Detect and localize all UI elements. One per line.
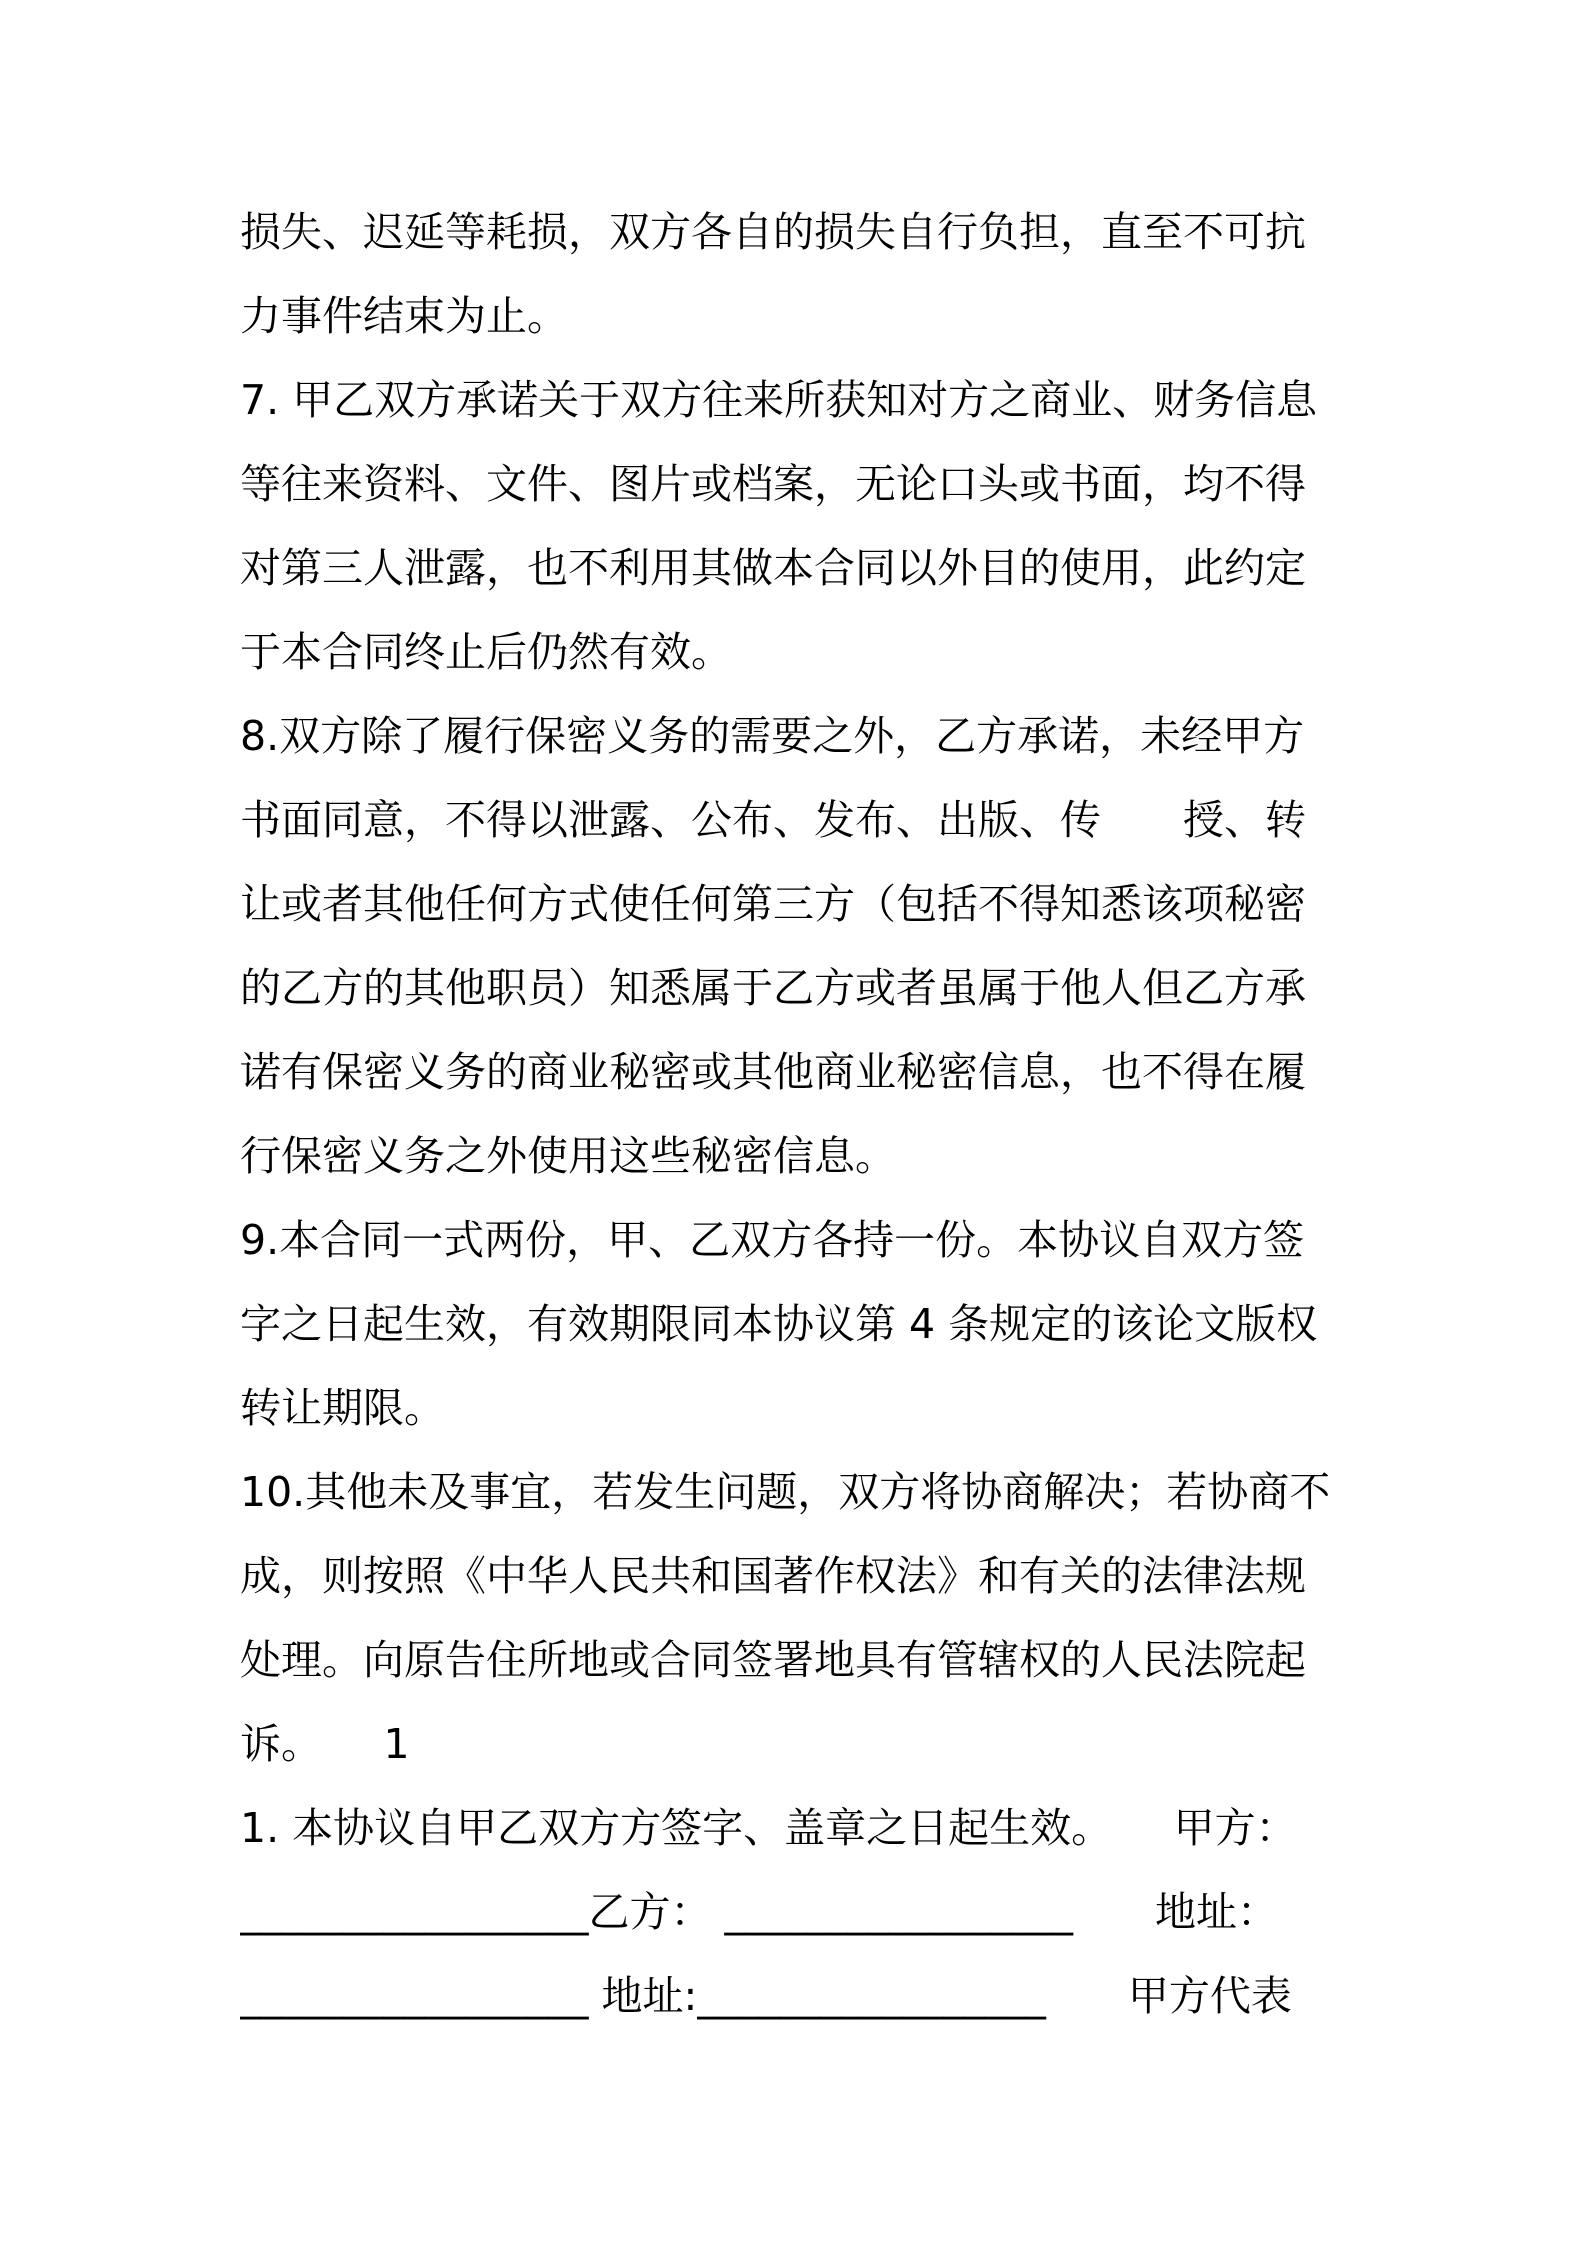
text-line: 等往来资料、文件、图片或档案，无论口头或书面，均不得 bbox=[240, 460, 1306, 508]
text-line: 字之日起生效，有效期限同本协议第 4 条规定的该论文版权 bbox=[240, 1300, 1318, 1348]
text-line: 处理。向原告住所地或合同签署地具有管辖权的人民法院起 bbox=[240, 1636, 1306, 1684]
contract-text bbox=[240, 190, 1360, 2038]
signature-clause-line: 1. 本协议自甲乙双方方签字、盖章之日起生效。 甲方： bbox=[240, 1804, 1297, 1852]
clause-10-line: 10.其他未及事宜，若发生问题，双方将协商解决；若协商不 bbox=[240, 1468, 1331, 1516]
clause-7-line: 7. 甲乙双方承诺关于双方往来所获知对方之商业、财务信息 bbox=[240, 376, 1318, 424]
signature-fields-line: _________________乙方： _________________ 地址： bbox=[240, 1888, 1279, 1936]
text-line: 行保密义务之外使用这些秘密信息。 bbox=[240, 1132, 896, 1180]
text-line: 书面同意，不得以泄露、公布、发布、出版、传 授、转 bbox=[240, 796, 1306, 844]
text-line: 于本合同终止后仍然有效。 bbox=[240, 628, 732, 676]
text-line: 诺有保密义务的商业秘密或其他商业秘密信息，也不得在履 bbox=[240, 1048, 1306, 1096]
text-line: 损失、迟延等耗损，双方各自的损失自行负担，直至不可抗 bbox=[240, 208, 1306, 256]
signature-fields-line: _________________ 地址:_________________ 甲方代表 bbox=[240, 1972, 1292, 2020]
text-line: 转让期限。 bbox=[240, 1384, 445, 1432]
text-line: 让或者其他任何方式使任何第三方（包括不得知悉该项秘密 bbox=[240, 880, 1306, 928]
clause-9-line: 9.本合同一式两份，甲、乙双方各持一份。本协议自双方签 bbox=[240, 1216, 1305, 1264]
text-line: 成，则按照《中华人民共和国著作权法》和有关的法律法规 bbox=[240, 1552, 1306, 1600]
text-line: 的乙方的其他职员）知悉属于乙方或者虽属于他人但乙方承 bbox=[240, 964, 1306, 1012]
text-line: 诉。 1 bbox=[240, 1720, 410, 1768]
text-line: 力事件结束为止。 bbox=[240, 292, 568, 340]
text-line: 对第三人泄露，也不利用其做本合同以外目的使用，此约定 bbox=[240, 544, 1306, 592]
clause-8-line: 8.双方除了履行保密义务的需要之外，乙方承诺，未经甲方 bbox=[240, 712, 1305, 760]
